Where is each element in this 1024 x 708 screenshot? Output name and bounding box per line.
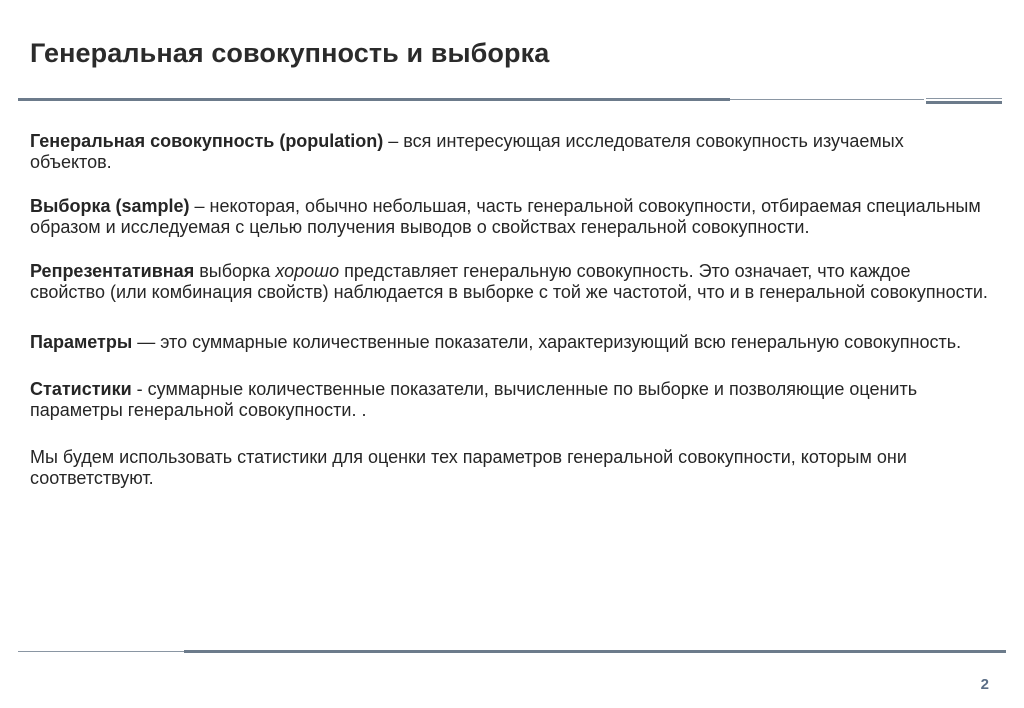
representative-text-before: выборка (194, 261, 276, 281)
top-divider-thin (730, 99, 924, 100)
paragraph-usage (30, 447, 990, 489)
definition-statistics: - суммарные количественные показатели, вычисленные по выборке и позволяющие оценить параметры генеральной совокупности. . (30, 379, 918, 420)
top-divider (18, 98, 730, 101)
paragraph-population (30, 131, 990, 173)
definition-parameters: — это суммарные количественные показатели, характеризующий всю генеральную совокупность. (132, 332, 962, 352)
representative-emphasis: хорошо (275, 261, 340, 281)
term-parameters: Параметры (30, 332, 133, 352)
bottom-divider (184, 650, 1006, 653)
definition-population: – вся интересующая исследователя совокупность изучаемых объектов. (30, 131, 904, 172)
representative-text-after: представляет генеральную совокупность. Это означает, что каждое свойство (или комбинация свойств) наблюдается в выборке с той же частотой, что и в генеральной совокупности. (30, 261, 988, 302)
term-population: Генеральная совокупность (population) (30, 131, 384, 151)
paragraph-statistics (30, 379, 990, 421)
slide-body (30, 131, 990, 489)
term-representative: Репрезентативная (30, 261, 195, 281)
definition-sample: – некоторая, обычно небольшая, часть генеральной совокупности, отбираемая специальным образом и исследуемая с целью получения выводов о свойствах генеральной совокупности. (30, 196, 981, 237)
paragraph-parameters (30, 332, 990, 353)
top-divider-end (926, 98, 1002, 104)
paragraph-sample (30, 196, 990, 238)
term-sample: Выборка (sample) (30, 196, 190, 216)
term-statistics: Статистики (30, 379, 132, 399)
paragraph-representative (30, 261, 990, 303)
usage-text: Мы будем использовать статистики для оценки тех параметров генеральной совокупности, которым они соответствуют. (30, 447, 907, 488)
page-number: 2 (980, 676, 989, 693)
bottom-divider-thin (18, 651, 184, 652)
slide-title: Генеральная совокупность и выборка (30, 38, 550, 68)
